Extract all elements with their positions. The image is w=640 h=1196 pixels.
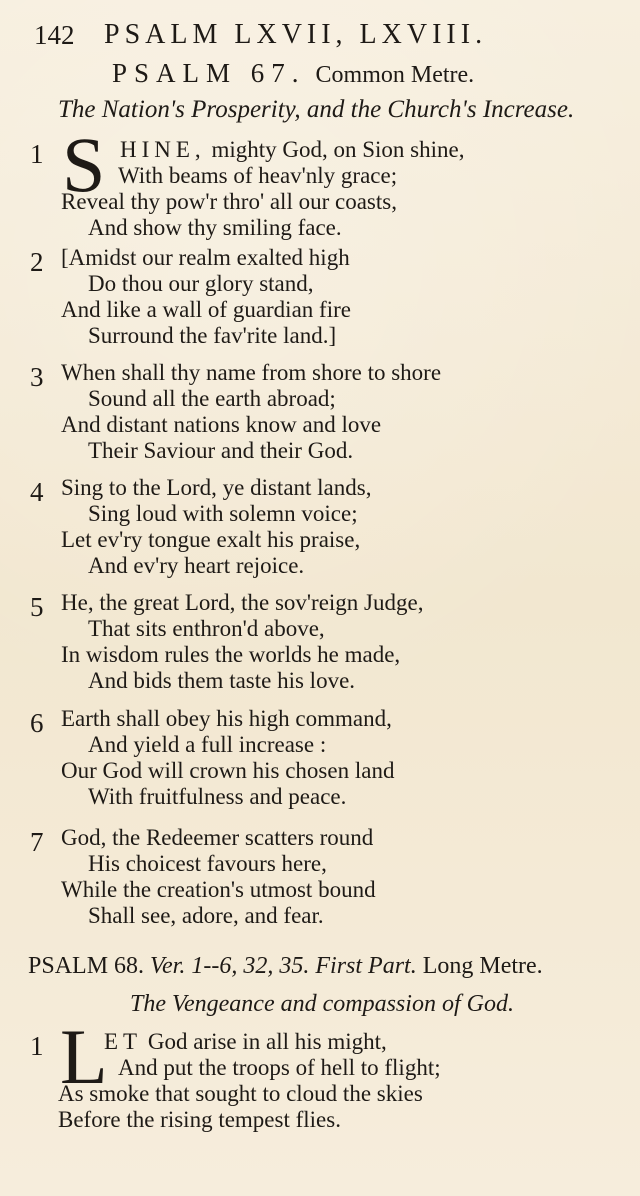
- verse-line: Sing to the Lord, ye distant lands,: [61, 475, 372, 500]
- verse-line: As smoke that sought to cloud the skies: [58, 1081, 423, 1106]
- verse-line: Reveal thy pow'r thro' all our coasts,: [61, 189, 397, 214]
- running-title: PSALM LXVII, LXVIII.: [104, 19, 488, 50]
- verse-line-text: God arise in all his might,: [142, 1029, 387, 1054]
- verse-line: In wisdom rules the worlds he made,: [61, 642, 401, 667]
- verse-line: Surround the fav'rite land.]: [88, 323, 337, 348]
- verse-line: And distant nations know and love: [61, 412, 382, 437]
- verse-line: Let ev'ry tongue exalt his praise,: [61, 527, 361, 552]
- psalm-68-subtitle: The Vengeance and compassion of God.: [130, 991, 514, 1017]
- verse-line: Our God will crown his chosen land: [61, 758, 395, 783]
- stanza-number: 7: [30, 827, 44, 857]
- verse-line: And bids them taste his love.: [88, 668, 356, 693]
- drop-cap-s: S: [62, 121, 106, 208]
- verse-line: Shall see, adore, and fear.: [88, 903, 324, 928]
- psalm-67-subtitle: The Nation's Prosperity, and the Church's Increase.: [58, 96, 575, 123]
- verse-line: Earth shall obey his high command,: [61, 706, 392, 731]
- psalm-68-label: PSALM 68.: [28, 953, 145, 979]
- verse-line: Sing loud with solemn voice;: [88, 501, 358, 526]
- verse-line: [104, 1028, 387, 1056]
- opening-word: HINE,: [120, 137, 206, 162]
- verse-line: Their Saviour and their God.: [88, 438, 354, 463]
- psalm-68-part: First Part.: [315, 953, 417, 979]
- verse-line: That sits enthron'd above,: [88, 616, 325, 641]
- verse-line: He, the great Lord, the sov'reign Judge,: [61, 590, 424, 615]
- stanza-number: 1: [30, 1031, 44, 1061]
- verse-line: God, the Redeemer scatters round: [61, 825, 374, 850]
- verse-line: And yield a full increase :: [88, 732, 327, 757]
- page-number: 142: [34, 20, 75, 50]
- verse-line: With fruitfulness and peace.: [88, 784, 347, 809]
- psalm-67-metre: Common Metre.: [315, 62, 475, 88]
- psalm-67-label: PSALM 67.: [112, 58, 306, 88]
- psalm-67-heading: [112, 58, 474, 90]
- drop-cap-l: L: [60, 1013, 108, 1100]
- verse-line-text: mighty God, on Sion shine,: [205, 137, 465, 162]
- stanza-number: 3: [30, 362, 44, 392]
- verse-line: Sound all the earth abroad;: [88, 386, 336, 411]
- verse-line: When shall thy name from shore to shore: [61, 360, 442, 385]
- stanza-number: 1: [30, 139, 44, 169]
- verse-line: [Amidst our realm exalted high: [61, 245, 350, 270]
- opening-word: ET: [104, 1029, 143, 1054]
- stanza-number: 2: [30, 247, 44, 277]
- verse-line: Before the rising tempest flies.: [58, 1107, 341, 1132]
- psalm-68-heading: [28, 951, 608, 981]
- psalm-68-metre: Long Metre.: [422, 953, 543, 979]
- verse-line: Do thou our glory stand,: [88, 271, 314, 296]
- verse-line: [120, 136, 464, 164]
- verse-line: And ev'ry heart rejoice.: [88, 553, 305, 578]
- verse-line: And like a wall of guardian fire: [61, 297, 351, 322]
- stanza-number: 6: [30, 708, 44, 738]
- verse-line: With beams of heav'nly grace;: [118, 163, 398, 188]
- verse-line: And show thy smiling face.: [88, 215, 342, 240]
- psalm-68-verses: Ver. 1--6, 32, 35.: [150, 953, 310, 979]
- stanza-number: 5: [30, 592, 44, 622]
- running-head: [34, 18, 604, 52]
- verse-line: His choicest favours here,: [88, 851, 327, 876]
- verse-line: And put the troops of hell to flight;: [118, 1055, 441, 1080]
- verse-line: While the creation's utmost bound: [61, 877, 376, 902]
- stanza-number: 4: [30, 477, 44, 507]
